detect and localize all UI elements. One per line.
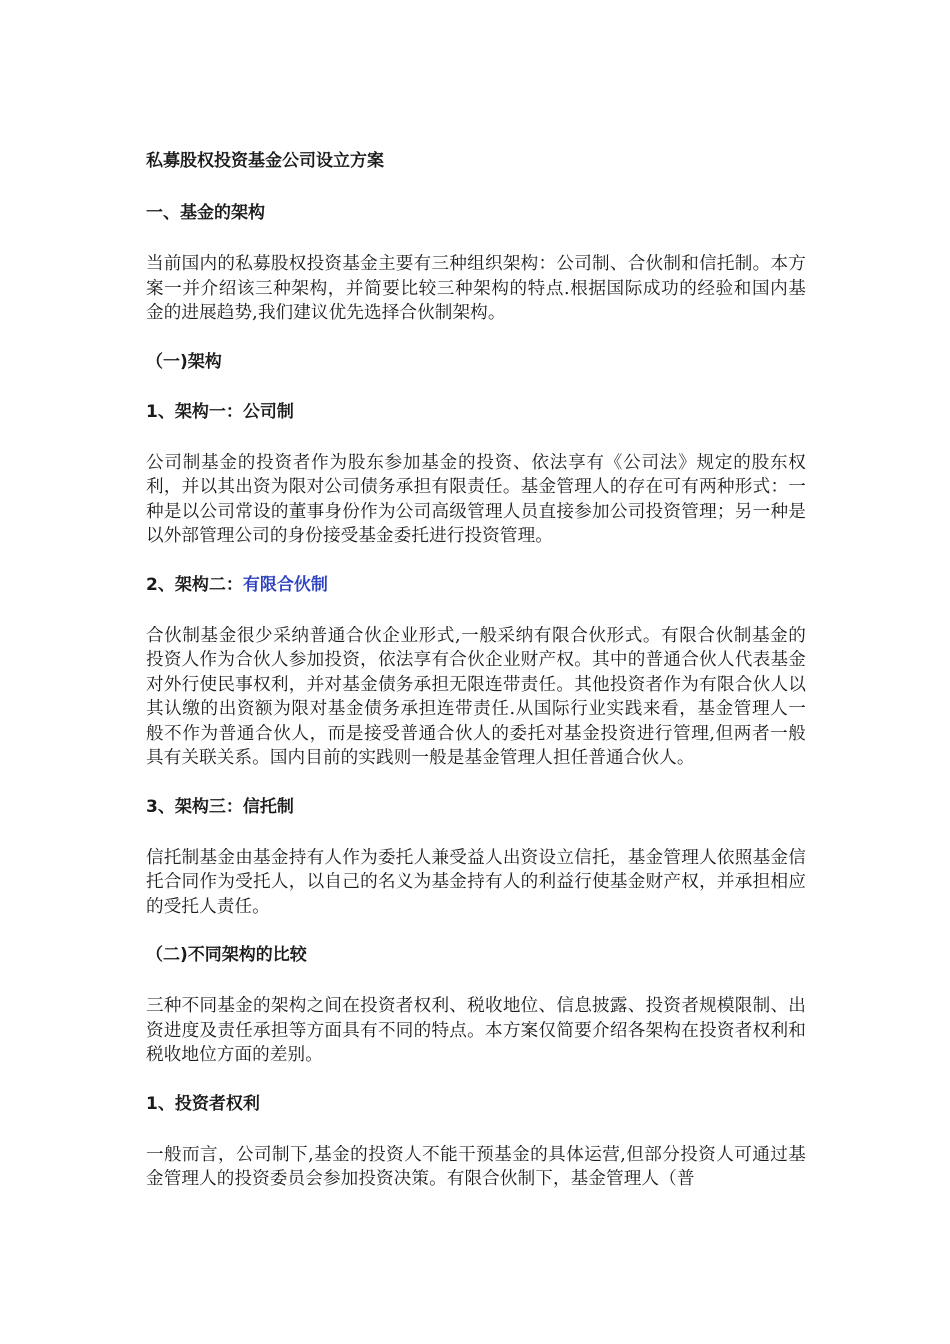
- heading-company-structure: 1、架构一：公司制: [146, 401, 294, 422]
- limited-partnership-link[interactable]: 有限合伙制: [242, 574, 328, 595]
- paragraph-company-structure: 公司制基金的投资者作为股东参加基金的投资、依法享有《公司法》规定的股东权利，并以其出资为限对公司债务承担有限责任。基金管理人的存在可有两种形式：一种是以公司常设的董事身份作为公司高级管理人员直接参加公司投资管理；另一种是以外部管理公司的身份接受基金委托进行投资管理。: [146, 452, 806, 546]
- paragraph-structure-comparison: 三种不同基金的架构之间在投资者权利、税收地位、信息披露、投资者规模限制、出资进度及责任承担等方面具有不同的特点。本方案仅简要介绍各架构在投资者权利和税收地位方面的差别。: [146, 996, 806, 1065]
- paragraph-intro: 当前国内的私募股权投资基金主要有三种组织架构：公司制、合伙制和信托制。本方案一并介绍该三种架构，并简要比较三种架构的特点.根据国际成功的经验和国内基金的进展趋势,我们建议优先选择合伙制架构。: [146, 254, 806, 323]
- heading-fund-structure: 一、基金的架构: [146, 203, 265, 223]
- paragraph-trust-structure: 信托制基金由基金持有人作为委托人兼受益人出资设立信托，基金管理人依照基金信托合同作为受托人，以自己的名义为基金持有人的利益行使基金财产权，并承担相应的受托人责任。: [146, 847, 806, 917]
- document-body: [146, 150, 806, 1192]
- heading-structure-comparison: （二)不同架构的比较: [146, 945, 307, 965]
- paragraph-investor-rights: 一般而言，公司制下,基金的投资人不能干预基金的具体运营,但部分投资人可通过基金管理人的投资委员会参加投资决策。有限合伙制下，基金管理人（普: [146, 1144, 806, 1189]
- document-title: 私募股权投资基金公司设立方案: [146, 151, 384, 171]
- heading-investor-rights: 1、投资者权利: [146, 1093, 260, 1114]
- paragraph-partnership-structure: 合伙制基金很少采纳普通合伙企业形式,一般采纳有限合伙形式。有限合伙制基金的投资人作为合伙人参加投资，依法享有合伙企业财产权。其中的普通合伙人代表基金对外行使民事权利，并对基金债务承担无限连带责任。其他投资者作为有限合伙人以其认缴的出资额为限对基金债务承担连带责任.从国际行业实践来看，基金管理人一般不作为普通合伙人，而是接受普通合伙人的委托对基金投资进行管理,但两者一般具有关联关系。国内目前的实践则一般是基金管理人担任普通合伙人。: [146, 625, 806, 768]
- heading-partnership-prefix: 2、架构二：: [146, 574, 243, 595]
- heading-partnership-structure: [146, 574, 806, 596]
- heading-structure-part-1: （一)架构: [146, 351, 222, 372]
- heading-trust-structure: 3、架构三：信托制: [146, 796, 294, 817]
